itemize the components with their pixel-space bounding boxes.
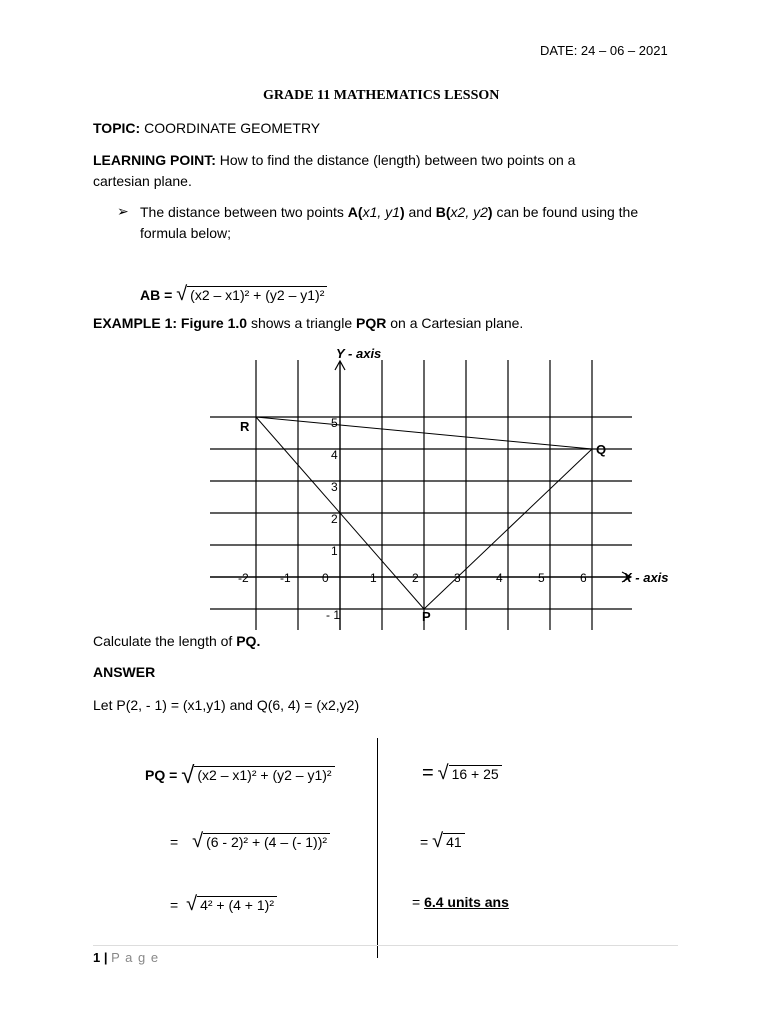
y-tick-label: 5 bbox=[331, 416, 338, 430]
result-step3 bbox=[412, 894, 509, 910]
vertex-label-p: P bbox=[422, 609, 431, 624]
step1-expr: (x2 – x1)² + (y2 – y1)² bbox=[194, 766, 334, 783]
example-text2: on a Cartesian plane. bbox=[390, 315, 524, 331]
y-tick-label: 3 bbox=[331, 480, 338, 494]
formula-body: (x2 – x1)² + (y2 – y1)² bbox=[187, 286, 327, 303]
bullet-arrow-icon: ➢ bbox=[117, 203, 129, 219]
r2-expr: 41 bbox=[443, 833, 465, 850]
example-label: EXAMPLE 1: bbox=[93, 315, 178, 331]
sqrt-icon: √ bbox=[186, 893, 198, 915]
pq-label: PQ = bbox=[145, 767, 178, 783]
let-and: and bbox=[229, 697, 253, 713]
vertex-label-q: Q bbox=[596, 442, 607, 457]
point-a-close: ) bbox=[399, 204, 405, 220]
topic-label: TOPIC: bbox=[93, 120, 141, 136]
y-tick-label: - 1 bbox=[326, 608, 341, 622]
eq-sign: = bbox=[170, 897, 179, 913]
eq-sign: = bbox=[420, 834, 429, 850]
learning-point-line1: How to find the distance (length) between two points on a bbox=[219, 152, 576, 168]
bullet-line2: formula below; bbox=[140, 225, 232, 241]
y-tick-label: 2 bbox=[331, 512, 338, 526]
working-step2 bbox=[170, 830, 330, 853]
x-tick-label: 0 bbox=[322, 571, 329, 585]
triangle-name: PQR bbox=[356, 315, 387, 331]
page-word: P a g e bbox=[111, 950, 160, 965]
answer-heading: ANSWER bbox=[93, 664, 156, 680]
eq-sign: = bbox=[422, 762, 434, 784]
page-number: 1 bbox=[93, 950, 101, 965]
x-axis-label: X - axis bbox=[623, 570, 669, 585]
y-tick-label: 4 bbox=[331, 448, 338, 462]
x-tick-label: 6 bbox=[580, 571, 587, 585]
bullet-text-a: The distance between two points bbox=[140, 204, 344, 220]
working-step1 bbox=[145, 762, 335, 790]
example-text: shows a triangle bbox=[250, 315, 353, 331]
result-step1 bbox=[422, 762, 502, 785]
let-line bbox=[93, 697, 359, 713]
y-tick-label: 1 bbox=[331, 544, 338, 558]
x-tick-label: -1 bbox=[280, 571, 291, 585]
r1-expr: 16 + 25 bbox=[449, 765, 502, 782]
sqrt-icon: √ bbox=[181, 762, 195, 789]
point-a: A( bbox=[347, 204, 363, 220]
eq-sign: = bbox=[412, 894, 421, 910]
example-line bbox=[93, 315, 523, 331]
figure-ref: Figure 1.0 bbox=[180, 315, 248, 331]
eq-sign: = bbox=[170, 834, 179, 850]
result-step2 bbox=[420, 830, 465, 853]
sqrt-icon: √ bbox=[432, 830, 444, 852]
footer-rule bbox=[93, 945, 678, 946]
y-axis-label: Y - axis bbox=[336, 346, 382, 361]
graph-labels bbox=[238, 346, 669, 624]
vertex-label-r: R bbox=[240, 419, 250, 434]
date: DATE: 24 – 06 – 2021 bbox=[540, 43, 668, 58]
vertical-divider bbox=[377, 738, 378, 958]
point-b-close: ) bbox=[487, 204, 493, 220]
footer: 1 | P a g e bbox=[93, 950, 160, 965]
topic bbox=[93, 120, 320, 136]
question bbox=[93, 633, 260, 649]
x-tick-label: 2 bbox=[412, 571, 419, 585]
bullet-and: and bbox=[408, 204, 432, 220]
x-tick-label: 1 bbox=[370, 571, 377, 585]
point-b: B( bbox=[435, 204, 451, 220]
distance-formula bbox=[140, 283, 327, 306]
x-tick-label: 3 bbox=[454, 571, 461, 585]
x-tick-label: 5 bbox=[538, 571, 545, 585]
working-step3 bbox=[170, 893, 277, 916]
topic-value: COORDINATE GEOMETRY bbox=[144, 120, 321, 136]
cartesian-graph bbox=[200, 340, 669, 640]
x-tick-label: 4 bbox=[496, 571, 503, 585]
page-title: GRADE 11 MATHEMATICS LESSON bbox=[263, 88, 500, 103]
p-coords: P(2, - 1) = (x1,y1) bbox=[116, 697, 226, 713]
grid-lines bbox=[210, 360, 632, 630]
axes bbox=[210, 361, 631, 630]
final-answer: 6.4 units ans bbox=[424, 894, 509, 910]
question-text: Calculate the length of bbox=[93, 633, 233, 649]
step2-expr: (6 - 2)² + (4 – (- 1))² bbox=[203, 833, 330, 850]
learning-point-line2: cartesian plane. bbox=[93, 173, 192, 189]
bullet-text bbox=[140, 204, 638, 220]
sqrt-icon: √ bbox=[176, 283, 188, 305]
question-segment: PQ. bbox=[236, 633, 261, 649]
sqrt-icon: √ bbox=[192, 830, 204, 852]
coords-a: x1, y1 bbox=[362, 204, 400, 220]
learning-point bbox=[93, 152, 575, 168]
sqrt-icon: √ bbox=[437, 762, 449, 784]
formula-lhs: AB = bbox=[140, 287, 173, 303]
let-text: Let bbox=[93, 697, 113, 713]
bullet-text-b: can be found using the bbox=[496, 204, 639, 220]
learning-point-label: LEARNING POINT: bbox=[93, 152, 216, 168]
coords-b: x2, y2 bbox=[450, 204, 488, 220]
x-tick-label: -2 bbox=[238, 571, 249, 585]
q-coords: Q(6, 4) = (x2,y2) bbox=[256, 697, 360, 713]
step3-expr: 4² + (4 + 1)² bbox=[197, 896, 277, 913]
